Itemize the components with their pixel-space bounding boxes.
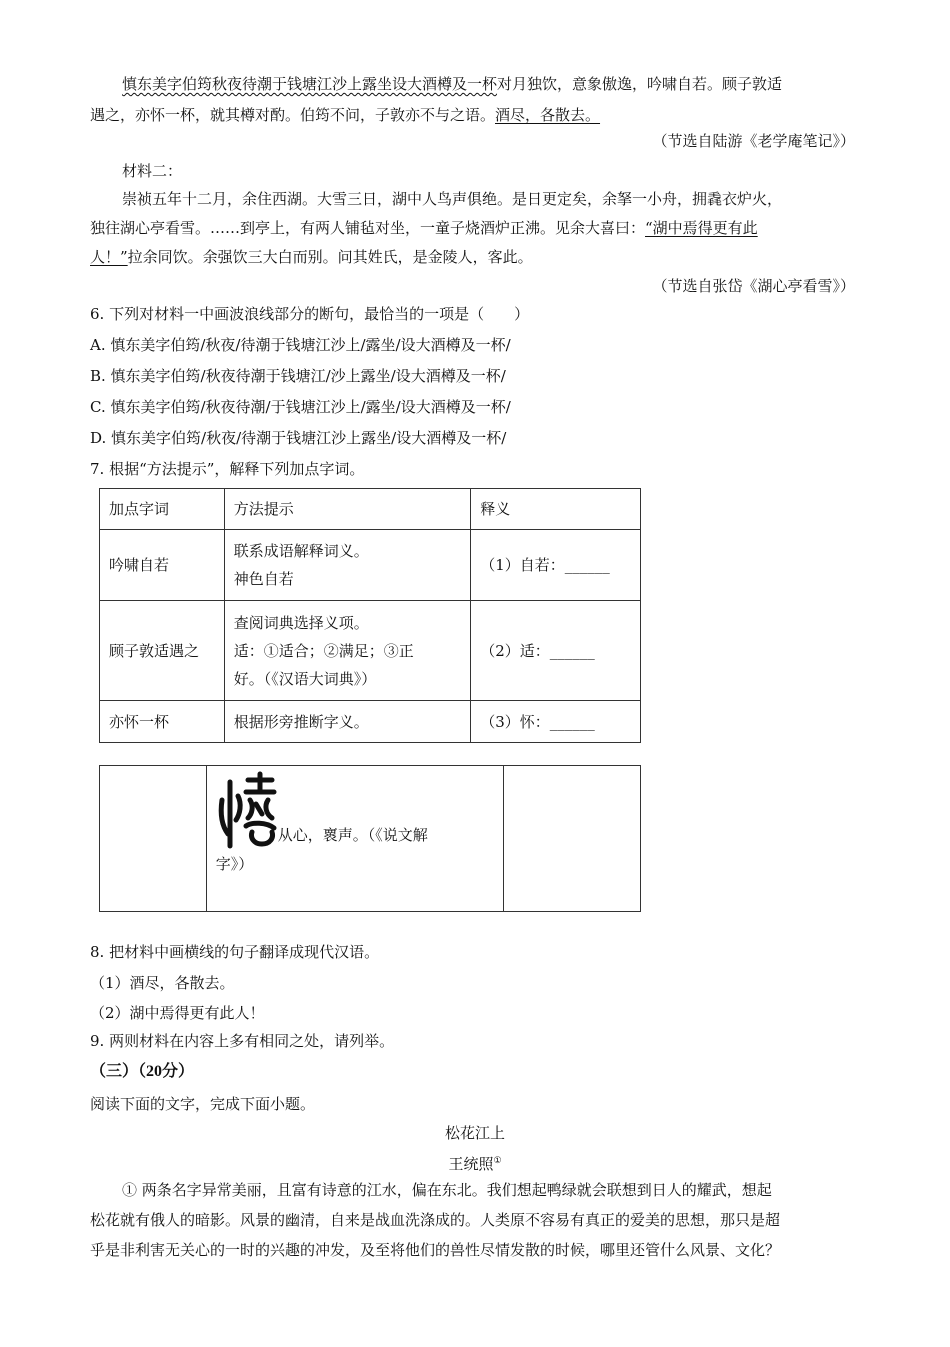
passage-author: 王统照① bbox=[448, 1155, 502, 1173]
meaning-cell: （2）适：______ bbox=[471, 601, 641, 701]
q8-item1: （1）酒尽，各散去。 bbox=[90, 974, 235, 992]
hint-cell: 联系成语解释词义。 神色自若 bbox=[224, 530, 471, 601]
q9-stem: 9. 两则材料在内容上多有相同之处，请列举。 bbox=[90, 1032, 395, 1050]
underlined-sentence: 人！” bbox=[90, 248, 128, 266]
material2-label: 材料二： bbox=[122, 162, 183, 180]
seal-script-huai-icon bbox=[216, 770, 278, 850]
word-cell: 亦怀一杯 bbox=[100, 701, 225, 743]
material1-line2: 遇之，亦怀一杯，就其樽对酌。伯筠不问，子敦亦不与之语。酒尽，各散去。 bbox=[90, 106, 601, 124]
hint-cell: 根据形旁推断字义。 bbox=[224, 701, 471, 743]
meaning-cell: （1）自若：______ bbox=[471, 530, 641, 601]
passage-p1-line2: 松花就有俄人的暗影。风景的幽清，自来是战血洗涤成的。人类原不容易有真正的爱美的思想，那只是超 bbox=[90, 1211, 781, 1229]
material2-line3: 人！”拉余同饮。余强饮三大白而别。问其姓氏，是金陵人，客此。 bbox=[90, 248, 533, 266]
empty-cell bbox=[504, 766, 641, 912]
section3-heading: （三）（20分） bbox=[90, 1063, 195, 1080]
table-row bbox=[100, 601, 641, 701]
q8-item2: （2）湖中焉得更有此人！ bbox=[90, 1004, 265, 1022]
material2-line1: 崇祯五年十二月，余住西湖。大雪三日，湖中人鸟声俱绝。是日更定矣，余拏一小舟，拥毳衣炉火， bbox=[122, 190, 783, 208]
word-cell: 顾子敦适遇之 bbox=[100, 601, 225, 701]
q8-stem: 8. 把材料中画横线的句子翻译成现代汉语。 bbox=[90, 943, 380, 961]
material2-source: （节选自张岱《湖心亭看雪》） bbox=[652, 277, 855, 295]
seal-script-cell: 从心，褱声。（《说文解 字》） bbox=[206, 766, 503, 912]
q7-table bbox=[99, 488, 641, 743]
header-word: 加点字词 bbox=[100, 489, 225, 530]
word-cell: 吟啸自若 bbox=[100, 530, 225, 601]
wavy-underlined-sentence: 慎东美字伯筠秋夜待潮于钱塘江沙上露坐设大酒樽及一杯 bbox=[122, 75, 498, 93]
underlined-sentence: 酒尽，各散去。 bbox=[495, 106, 601, 124]
table-row bbox=[100, 701, 641, 743]
q7-stem: 7. 根据“方法提示”，解释下列加点字词。 bbox=[90, 460, 365, 478]
material1-source: （节选自陆游《老学庵笔记》） bbox=[652, 132, 855, 150]
header-hint: 方法提示 bbox=[224, 489, 471, 530]
author-footnote-mark: ① bbox=[493, 1156, 502, 1166]
table-header-row bbox=[100, 489, 641, 530]
q7-seal-table bbox=[99, 765, 641, 912]
header-meaning: 释义 bbox=[471, 489, 641, 530]
meaning-cell: （3）怀：______ bbox=[471, 701, 641, 743]
underlined-sentence: “湖中焉得更有此 bbox=[645, 219, 758, 237]
q6-option-b: B. 慎东美字伯筠/秋夜待潮于钱塘江/沙上露坐/设大酒樽及一杯/ bbox=[90, 367, 506, 385]
q6-option-d: D. 慎东美字伯筠/秋夜/待潮于钱塘江沙上露坐/设大酒樽及一杯/ bbox=[90, 429, 507, 447]
q6-stem: 6. 下列对材料一中画波浪线部分的断句，最恰当的一项是（ ） bbox=[90, 305, 530, 323]
passage-p1-line1: ① 两条名字异常美丽，且富有诗意的江水，偏在东北。我们想起鸭绿就会联想到日人的耀武，想起 bbox=[122, 1181, 772, 1199]
section3-instruction: 阅读下面的文字，完成下面小题。 bbox=[90, 1095, 316, 1113]
table-row bbox=[100, 766, 641, 912]
material2-line2: 独往湖心亭看雪。……到亭上，有两人铺毡对坐，一童子烧酒炉正沸。见余大喜曰：“湖中焉得更有此 bbox=[90, 219, 758, 237]
q6-option-c: C. 慎东美字伯筠/秋夜待潮/于钱塘江沙上/露坐/设大酒樽及一杯/ bbox=[90, 398, 511, 416]
empty-cell bbox=[100, 766, 207, 912]
hint-cell: 查阅词典选择义项。 适：①适合；②满足；③正 好。（《汉语大词典》） bbox=[224, 601, 471, 701]
passage-p1-line3: 乎是非利害无关心的一时的兴趣的冲发，及至将他们的兽性尽情发散的时候，哪里还管什么风景、文化？ bbox=[90, 1241, 781, 1259]
table-row bbox=[100, 530, 641, 601]
q6-option-a: A. 慎东美字伯筠/秋夜/待潮于钱塘江沙上/露坐/设大酒樽及一杯/ bbox=[90, 336, 511, 354]
material1-line1: 慎东美字伯筠秋夜待潮于钱塘江沙上露坐设大酒樽及一杯对月独饮，意象傲逸，吟啸自若。顾子敦适 bbox=[122, 75, 783, 93]
passage-title: 松花江上 bbox=[444, 1124, 505, 1142]
